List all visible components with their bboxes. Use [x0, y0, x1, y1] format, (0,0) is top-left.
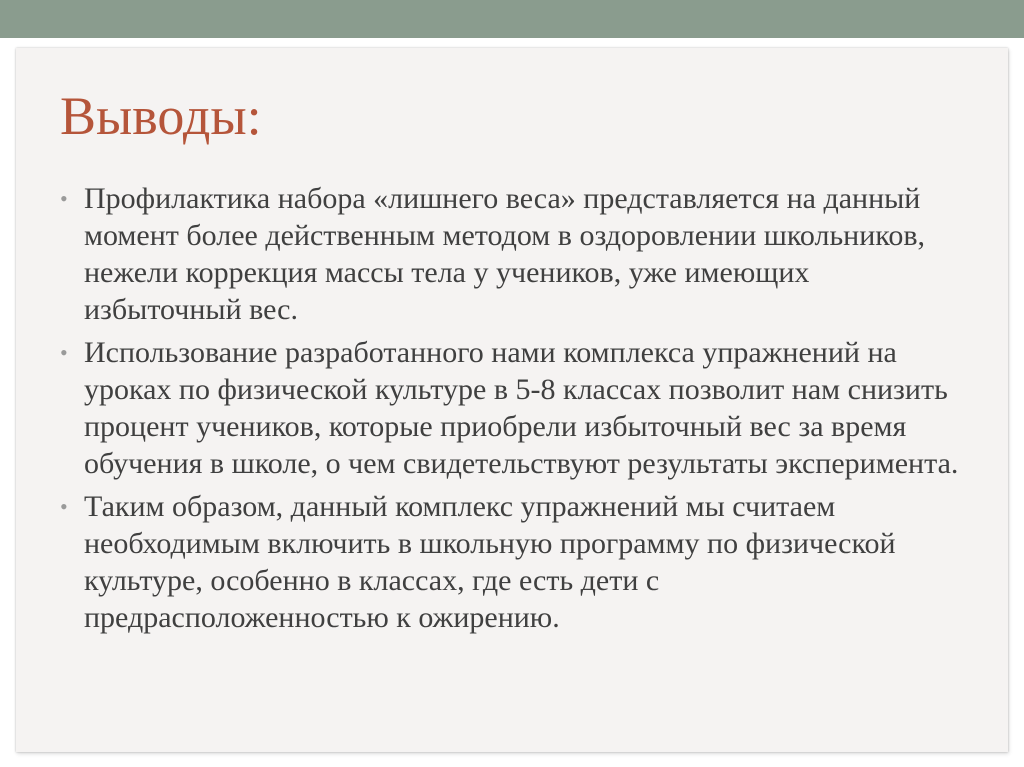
slide-title: Выводы:	[60, 86, 262, 146]
bullet-text: Таким образом, данный комплекс упражнений мы считаем необходимым включить в школьную программу по физической культуре, особенно в классах, где есть дети с предрасположенностью к ожирению.	[84, 490, 896, 634]
bullet-icon: •	[60, 494, 68, 519]
bullet-text: Использование разработанного нами комплекса упражнений на уроках по физической культуре в 5-8 классах позволит нам снизить процент учеников, которые приобрели избыточный вес за время обучения в школе, о чем свидетельствуют результаты эксперимента.	[84, 336, 959, 480]
bullet-item	[60, 180, 960, 328]
bullet-item	[60, 488, 960, 636]
bullet-item	[60, 334, 960, 482]
top-color-band	[0, 0, 1024, 38]
bullet-icon: •	[60, 340, 68, 365]
bullet-icon: •	[60, 186, 68, 211]
bullet-text: Профилактика набора «лишнего веса» представляется на данный момент более действенным методом в оздоровлении школьников, нежели коррекция массы тела у учеников, уже имеющих избыточный вес.	[84, 182, 925, 326]
bullet-list	[60, 180, 960, 642]
